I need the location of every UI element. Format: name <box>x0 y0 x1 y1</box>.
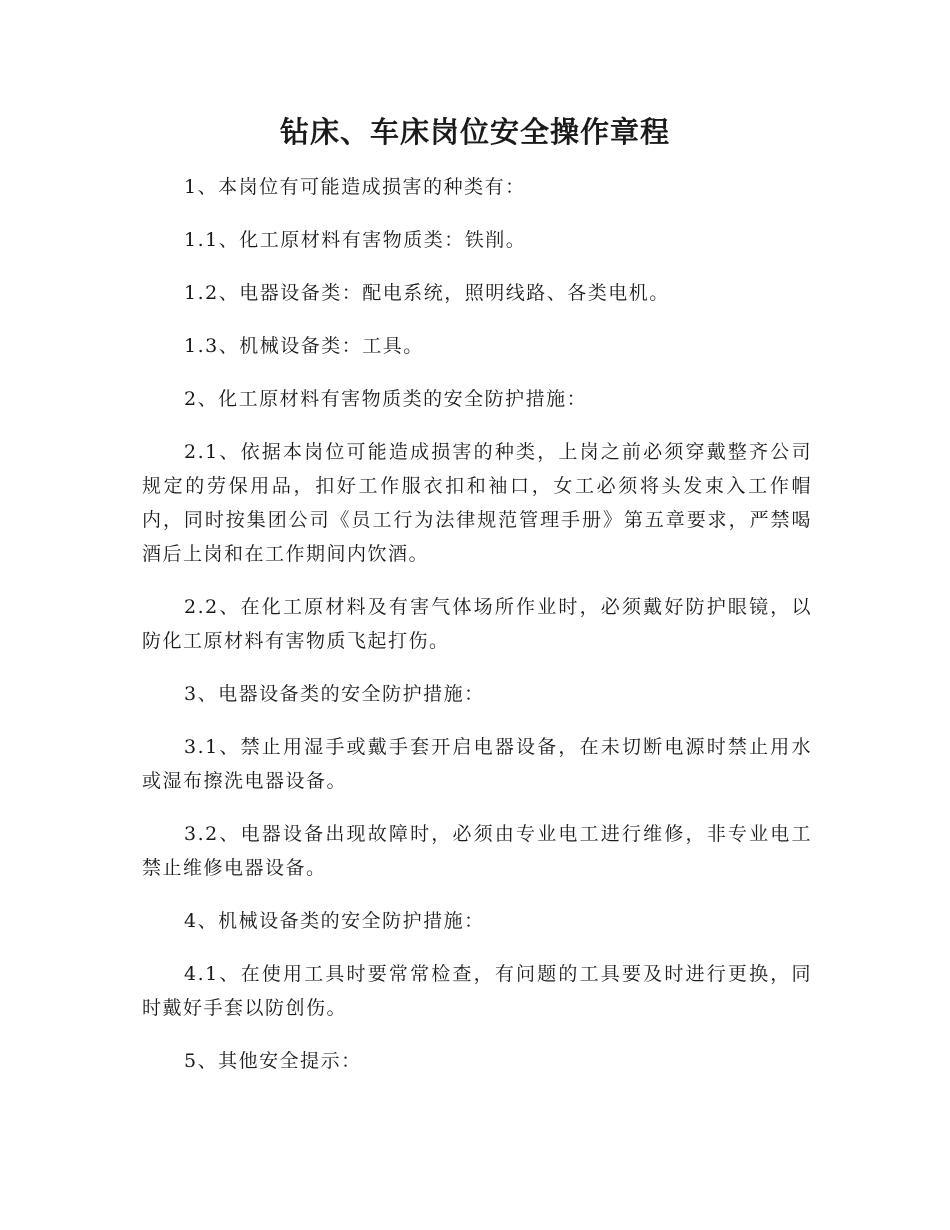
paragraph-2-1: 2.1、依据本岗位可能造成损害的种类，上岗之前必须穿戴整齐公司规定的劳保用品，扣好工作服衣扣和袖口，女工必须将头发束入工作帽内，同时按集团公司《员工行为法律规范管理手册》第五章要求，严禁喝酒后上岗和在工作期间内饮酒。 <box>142 441 812 565</box>
paragraph-1: 1、本岗位有可能造成损害的种类有： <box>184 176 526 198</box>
paragraph-4: 4、机械设备类的安全防护措施： <box>184 910 485 932</box>
paragraph-4-1: 4.1、在使用工具时要常常检查，有问题的工具要及时进行更换，同时戴好手套以防创伤。 <box>142 963 812 1019</box>
paragraph-1-3: 1.3、机械设备类：工具。 <box>184 335 424 357</box>
paragraph-3-2: 3.2、电器设备出现故障时，必须由专业电工进行维修，非专业电工禁止维修电器设备。 <box>142 823 812 879</box>
paragraph-1-1: 1.1、化工原材料有害物质类：铁削。 <box>184 229 527 251</box>
paragraph-3: 3、电器设备类的安全防护措施： <box>184 683 485 705</box>
paragraph-5: 5、其他安全提示： <box>184 1050 362 1072</box>
paragraph-1-2: 1.2、电器设备类：配电系统，照明线路、各类电机。 <box>184 282 670 304</box>
document-title: 钻床、车床岗位安全操作章程 <box>279 115 670 149</box>
document-body <box>142 170 812 1097</box>
paragraph-3-1: 3.1、禁止用湿手或戴手套开启电器设备，在未切断电源时禁止用水或湿布擦洗电器设备。 <box>142 736 812 792</box>
paragraph-2: 2、化工原材料有害物质类的安全防护措施： <box>184 388 588 410</box>
paragraph-2-2: 2.2、在化工原材料及有害气体场所作业时，必须戴好防护眼镜，以防化工原材料有害物质飞起打伤。 <box>142 596 812 652</box>
